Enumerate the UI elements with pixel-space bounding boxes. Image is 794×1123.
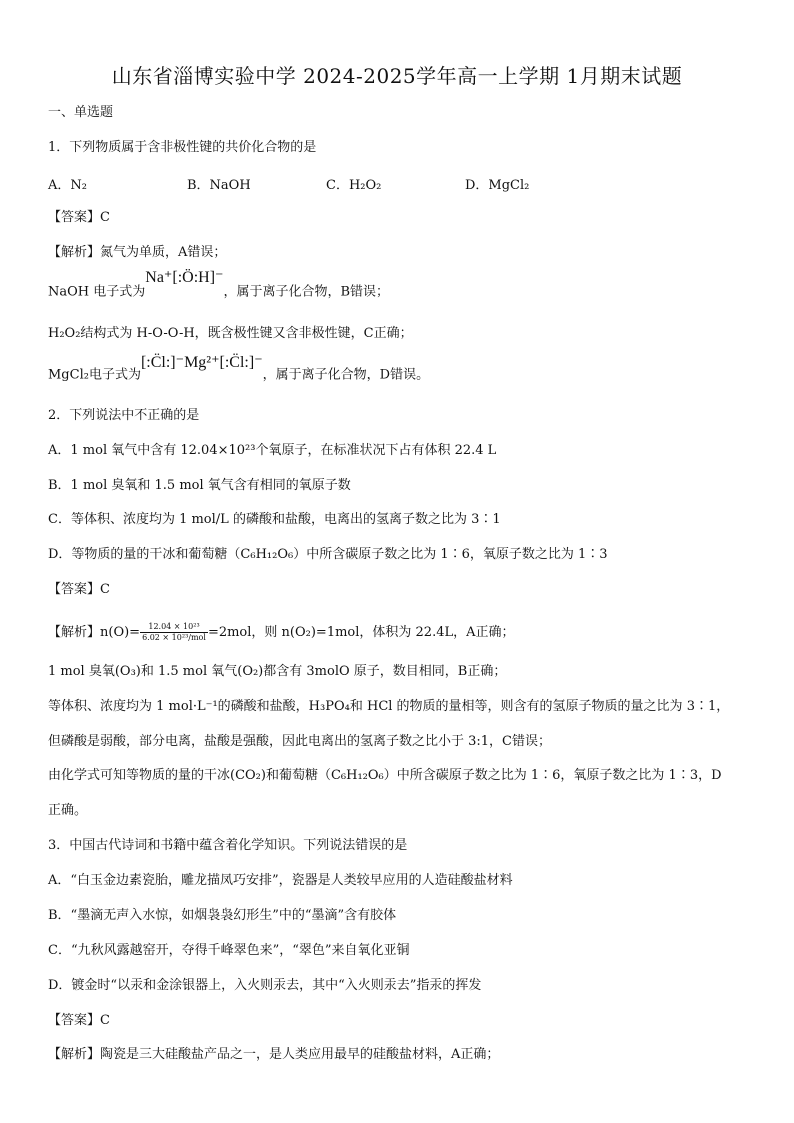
fraction-denominator: 6.02 × 10²³/mol [142, 633, 206, 642]
q2-explanation-1 [48, 622, 515, 643]
q2-explanation-4: 但磷酸是弱酸，部分电离，盐酸是强酸，因此电离出的氢离子数之比小于 3:1，C错误； [48, 734, 552, 749]
q1-expl-b-pre: NaOH 电子式为 [48, 284, 146, 300]
q3-option-c: C．“九秋风露越窑开，夺得千峰翠色来”，“翠色”来自氧化亚铜 [48, 943, 410, 958]
q1-stem: 1．下列物质属于含非极性键的共价化合物的是 [48, 140, 317, 155]
q1-option-d: D．MgCl₂ [465, 178, 530, 193]
mgcl2-electron-formula: [:C̈l:]⁻Mg²⁺[:C̈l:]⁻ [140, 354, 263, 371]
q1-explanation-b [48, 269, 390, 302]
q2-stem: 2．下列说法中不正确的是 [48, 408, 200, 423]
q2-option-a: A．1 mol 氧气中含有 12.04×10²³个氧原子，在标准状况下占有体积 22.4 L [48, 443, 497, 458]
fraction-numerator: 12.04 × 10²³ [140, 622, 208, 633]
q2-expl-1-pre: 【解析】n(O)= [48, 625, 141, 640]
q3-explanation-a: 【解析】陶瓷是三大硅酸盐产品之一，是人类应用最早的硅酸盐材料，A正确； [48, 1047, 500, 1062]
q1-option-a: A．N₂ [48, 178, 87, 193]
q2-explanation-6: 正确。 [48, 803, 88, 818]
naoh-electron-formula: Na⁺[:Ö:H]⁻ [145, 269, 224, 286]
q1-expl-d-post: ，属于离子化合物，D错误。 [262, 367, 430, 383]
q2-expl-1-post: =2mol，则 n(O₂)=1mol，体积为 22.4L，A正确； [207, 625, 515, 640]
q3-stem: 3．中国古代诗词和书籍中蕴含着化学知识。下列说法错误的是 [48, 838, 408, 853]
q2-answer: 【答案】C [48, 582, 110, 597]
fraction [140, 622, 208, 643]
page-title: 山东省淄博实验中学 2024-2025学年高一上学期 1月期末试题 [111, 64, 683, 88]
q2-option-d: D．等物质的量的干冰和葡萄糖（C₆H₁₂O₆）中所含碳原子数之比为 1∶6，氧原子数之比为 1∶3 [48, 547, 608, 562]
q2-explanation-2: 1 mol 臭氧(O₃)和 1.5 mol 氧气(O₂)都含有 3molO 原子，数目相同，B正确； [48, 664, 507, 679]
q3-option-d: D．镀金时“以汞和金涂银器上，入火则汞去，其中“入火则汞去”指汞的挥发 [48, 978, 482, 993]
q2-option-c: C．等体积、浓度均为 1 mol/L 的磷酸和盐酸，电离出的氢离子数之比为 3∶1 [48, 512, 501, 527]
q3-answer: 【答案】C [48, 1013, 110, 1028]
q1-option-b: B．NaOH [187, 178, 251, 193]
q2-explanation-5: 由化学式可知等物质的量的干冰(CO₂)和葡萄糖（C₆H₁₂O₆）中所含碳原子数之比为 1∶6，氧原子数之比为 1∶3，D [48, 768, 722, 783]
q1-answer: 【答案】C [48, 210, 110, 225]
q1-explanation-d [48, 354, 430, 385]
section-heading: 一、单选题 [48, 105, 114, 120]
q1-explanation-c: H₂O₂结构式为 H-O-O-H，既含极性键又含非极性键，C正确； [48, 326, 413, 341]
q3-option-a: A．“白玉金边素瓷胎，雕龙描凤巧安排”，瓷器是人类较早应用的人造硅酸盐材料 [48, 873, 513, 888]
q2-explanation-3: 等体积、浓度均为 1 mol·L⁻¹的磷酸和盐酸，H₃PO₄和 HCl 的物质的量相等，则含有的氢原子物质的量之比为 3∶1， [48, 699, 730, 714]
q1-expl-d-pre: MgCl₂电子式为 [48, 367, 141, 383]
q1-option-c: C．H₂O₂ [326, 178, 382, 193]
q2-option-b: B．1 mol 臭氧和 1.5 mol 氧气含有相同的氧原子数 [48, 478, 351, 493]
q1-expl-b-post: ，属于离子化合物，B错误； [223, 284, 390, 300]
q3-option-b: B．“墨滴无声入水惊，如烟袅袅幻形生”中的“墨滴”含有胶体 [48, 908, 397, 923]
q1-explanation-a: 【解析】氮气为单质，A错误； [48, 245, 227, 260]
q1-options [48, 174, 529, 193]
